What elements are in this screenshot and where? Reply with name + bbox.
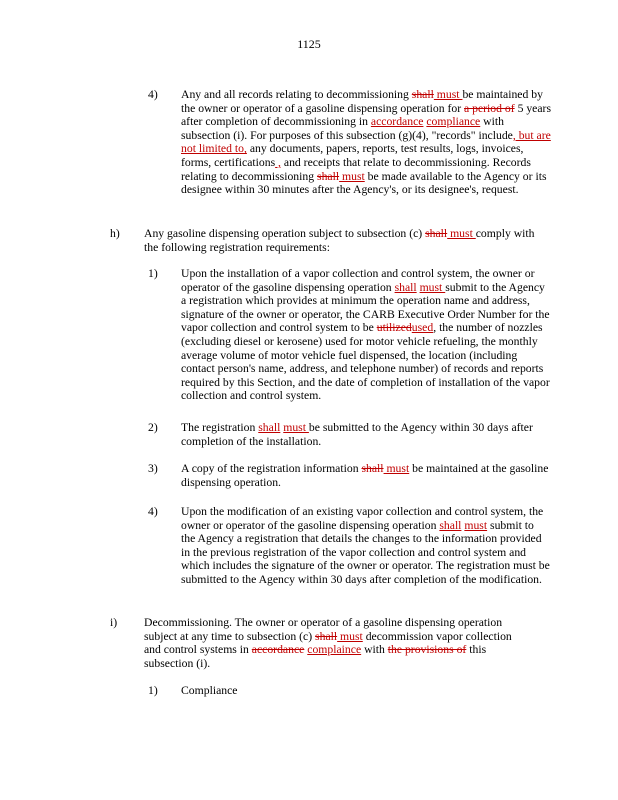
paragraph-i1: Compliance xyxy=(181,684,238,697)
text: this subsection (i). xyxy=(144,643,487,670)
item-label-h: h) xyxy=(110,227,120,240)
text: The registration xyxy=(181,421,259,434)
inserted-text: compliance xyxy=(426,115,481,129)
text: any documents, papers, reports, test results, logs, invoices, forms, certifications xyxy=(181,142,524,169)
text: Any gasoline dispensing operation subject to subsection (c) xyxy=(144,227,426,240)
inserted-text: , but are not limited to, xyxy=(181,128,551,156)
deleted-text: shall xyxy=(361,462,384,475)
item-label-h3: 3) xyxy=(148,462,158,475)
paragraph-h4 xyxy=(181,505,551,587)
text: 5 years after completion of decommissioning in xyxy=(181,101,551,129)
text: Decommissioning. The owner or operator of a gasoline dispensing operation subject at any time to subsection (c) xyxy=(144,616,503,643)
page-number: 1125 xyxy=(297,37,321,51)
text: and receipts that relate to decommissioning. Records relating to decommissioning xyxy=(181,155,531,183)
item-label-h2: 2) xyxy=(148,421,158,434)
item-label-h1: 1) xyxy=(148,267,158,280)
text: submit to the Agency a registration which provides at minimum the operation name and address, signature of the owner or operator, the CARB Executive Order Number for the vapor collection and control system to be xyxy=(181,280,550,335)
inserted-text: shall xyxy=(258,421,281,434)
deleted-text: shall xyxy=(411,88,434,101)
inserted-text: must xyxy=(464,518,488,532)
inserted-text: used xyxy=(411,321,434,335)
deleted-text: shall xyxy=(315,629,338,643)
paragraph-g4 xyxy=(181,88,551,197)
inserted-text: must xyxy=(383,462,410,475)
inserted-text: must xyxy=(337,629,363,643)
inserted-text: must xyxy=(419,280,446,294)
deleted-text: the provisions of xyxy=(387,643,467,657)
inserted-text: must xyxy=(339,169,365,183)
text: be maintained by the owner or operator of a gasoline dispensing operation for xyxy=(181,88,543,115)
item-label-h4: 4) xyxy=(148,505,158,518)
text: with subsection (i). For purposes of this subsection (g)(4), "records" include xyxy=(181,115,513,142)
paragraph-h1 xyxy=(181,267,551,403)
text: comply with the following registration requirements: xyxy=(144,227,535,254)
text: be made available to the Agency or its designee within 30 minutes after the Agency's, or its designee's, request. xyxy=(181,169,547,197)
paragraph-h3 xyxy=(181,462,551,489)
text: be maintained at the gasoline dispensing operation. xyxy=(181,462,549,489)
inserted-text: accordance xyxy=(370,115,424,129)
inserted-text: , xyxy=(275,155,281,169)
inserted-text: must xyxy=(433,88,463,101)
deleted-text: shall xyxy=(425,227,448,240)
inserted-text: shall xyxy=(439,518,462,532)
item-label-i1: 1) xyxy=(148,684,158,697)
text: Upon the modification of an existing vapor collection and control system, the owner or operator of the gasoline dispensing operation xyxy=(181,505,544,532)
inserted-text: complaince xyxy=(307,643,362,657)
text: submit to the Agency a registration that details the changes to the information provided in the previous registration of the vapor collection and control system and which includes the signature of the owner or operator. The registration must be submitted to the Agency within 30 days after completion of the modification. xyxy=(181,518,550,586)
text: be submitted to the Agency within 30 days after completion of the installation. xyxy=(181,421,533,448)
text: decommission vapor collection and control systems in xyxy=(144,629,512,657)
item-label-i: i) xyxy=(110,616,118,629)
text: A copy of the registration information xyxy=(181,462,362,475)
item-label-g4: 4) xyxy=(148,88,158,101)
inserted-text: must xyxy=(283,421,309,434)
deleted-text: shall xyxy=(317,169,340,183)
inserted-text: shall xyxy=(394,280,417,294)
deleted-text: utilized xyxy=(376,321,412,335)
paragraph-h2 xyxy=(181,421,551,448)
inserted-text: must xyxy=(447,227,476,240)
deleted-text: a period of xyxy=(464,101,515,115)
text: Upon the installation of a vapor collection and control system, the owner or operator of the gasoline dispensing operation xyxy=(181,267,535,294)
paragraph-h xyxy=(144,227,544,254)
text: with xyxy=(361,643,388,657)
text: , the number of nozzles (excluding diesel or kerosene) used for motor vehicle refueling, the monthly average volume of motor vehicle fuel dispensed, the location (including contact person's name, address, and telephone number) of records and reports required by this Section, and the date of completion of installation of the vapor collection and control system. xyxy=(181,321,550,403)
deleted-text: accordance xyxy=(251,643,305,657)
paragraph-i xyxy=(144,616,528,670)
text: Any and all records relating to decommissioning xyxy=(181,88,412,101)
